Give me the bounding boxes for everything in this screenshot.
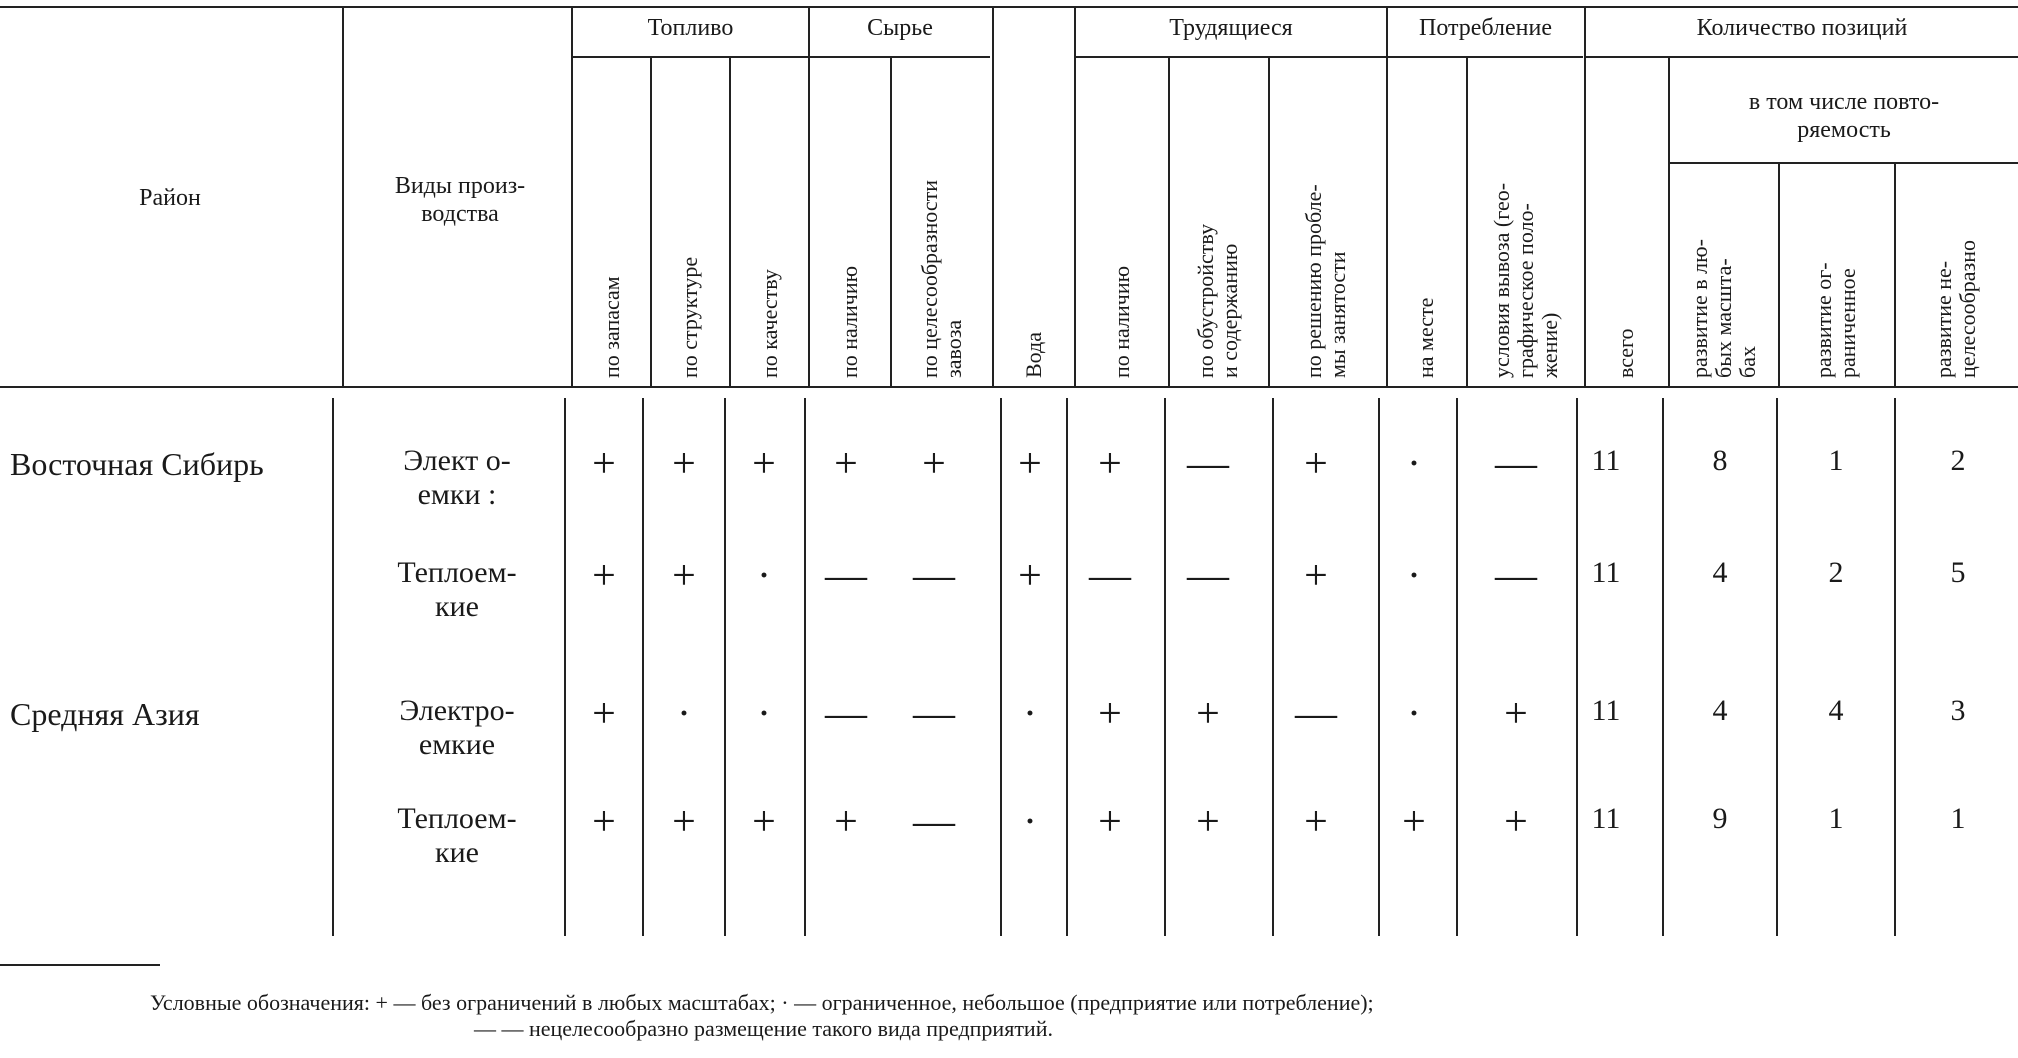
column-header-line: условия вывоза (гео-	[1489, 182, 1514, 378]
criterion-mark: —	[913, 691, 955, 737]
criterion-mark: ·	[677, 691, 691, 737]
group-rule-consumption	[1388, 56, 1583, 58]
column-header-line: жение)	[1537, 312, 1562, 378]
criterion-mark: —	[1187, 441, 1229, 487]
count-total: 11	[1591, 802, 1621, 835]
criterion-mark: +	[1504, 799, 1528, 845]
criterion-mark: +	[922, 441, 946, 487]
body-divider	[1378, 398, 1380, 936]
body-divider	[1164, 398, 1166, 936]
header-production-types	[360, 172, 560, 228]
column-header-line: по решению пробле-	[1301, 184, 1326, 378]
body-divider	[332, 398, 334, 936]
col-divider	[342, 6, 344, 386]
criterion-mark: ·	[1407, 691, 1421, 737]
criterion-mark: —	[1187, 553, 1229, 599]
column-header-line: завоза	[941, 319, 966, 378]
body-divider	[1066, 398, 1068, 936]
header-production-types-line: водства	[421, 201, 499, 227]
count-total: 11	[1591, 556, 1621, 589]
column-header	[1194, 104, 1242, 378]
column-header-line: бах	[1735, 346, 1760, 378]
criterion-mark: +	[1304, 799, 1328, 845]
col-divider	[890, 56, 892, 386]
column-header-line: по целесообразности	[917, 180, 942, 378]
group-rule-raw	[810, 56, 990, 58]
production-kind	[362, 556, 552, 624]
count-any-scale: 9	[1712, 802, 1728, 835]
criterion-mark: —	[825, 691, 867, 737]
header-bottom-rule	[0, 386, 2018, 388]
production-kind-line: Электро-	[399, 694, 515, 727]
col-divider	[1074, 6, 1076, 386]
group-positions: Количество позиций	[1696, 15, 1908, 41]
criterion-mark: ·	[1407, 441, 1421, 487]
column-header-line: раниченное	[1835, 268, 1860, 378]
column-header-line: по качеству	[757, 269, 782, 378]
group-incl-repeat-line: ряемость	[1797, 117, 1891, 143]
body-divider	[564, 398, 566, 936]
column-header-line: по наличию	[1109, 265, 1134, 378]
count-limited: 1	[1828, 444, 1844, 477]
column-header-line: графическое поло-	[1513, 203, 1538, 378]
criterion-mark: +	[672, 799, 696, 845]
group-rule-workers	[1076, 56, 1386, 58]
column-header-line: по наличию	[837, 265, 862, 378]
production-kind	[362, 694, 552, 762]
col-divider	[571, 6, 573, 386]
criterion-mark: ·	[1023, 691, 1037, 737]
col-divider	[1894, 162, 1896, 386]
criterion-mark: —	[913, 553, 955, 599]
criterion-mark: +	[1196, 799, 1220, 845]
criterion-mark: +	[752, 799, 776, 845]
col-divider	[1584, 6, 1586, 386]
count-limited: 4	[1828, 694, 1844, 727]
criterion-mark: —	[913, 799, 955, 845]
column-header-line: целесообразно	[1955, 239, 1980, 378]
column-header-line: бых масшта-	[1711, 258, 1736, 378]
column-header	[1688, 170, 1760, 378]
col-divider	[808, 6, 810, 386]
column-header	[1812, 170, 1860, 378]
group-incl-repeat	[1670, 88, 2018, 144]
footnote-rule	[0, 964, 160, 966]
criterion-mark: +	[1098, 691, 1122, 737]
criterion-mark: +	[1304, 441, 1328, 487]
group-rule-repeat	[1670, 162, 2018, 164]
table-top-rule	[0, 6, 2018, 8]
count-limited: 1	[1828, 802, 1844, 835]
count-inexpedient: 5	[1950, 556, 1966, 589]
col-divider	[650, 56, 652, 386]
count-inexpedient: 2	[1950, 444, 1966, 477]
column-header-line: всего	[1613, 328, 1638, 378]
col-divider	[1168, 56, 1170, 386]
column-header	[838, 104, 862, 378]
criterion-mark: —	[1089, 553, 1131, 599]
column-header-line: развитие ог-	[1811, 262, 1836, 378]
production-kind-line: емкие	[418, 728, 496, 761]
production-kind-line: Теплоем-	[397, 802, 517, 835]
criterion-mark: ·	[1023, 799, 1037, 845]
criterion-mark: +	[592, 799, 616, 845]
body-divider	[1894, 398, 1896, 936]
column-header-line: по запасам	[599, 276, 624, 378]
legend-line-2: — — нецелесообразно размещение такого вида предприятий.	[474, 1016, 1053, 1041]
column-header-line: развитие не-	[1931, 260, 1956, 378]
criterion-mark: +	[1504, 691, 1528, 737]
count-total: 11	[1591, 694, 1621, 727]
column-header	[1110, 104, 1134, 378]
column-header	[1022, 104, 1046, 378]
body-divider	[1662, 398, 1664, 936]
criterion-mark: +	[1098, 799, 1122, 845]
body-divider	[804, 398, 806, 936]
column-header	[1932, 170, 1980, 378]
criterion-mark: +	[592, 691, 616, 737]
criterion-mark: +	[834, 799, 858, 845]
criterion-mark: —	[1495, 441, 1537, 487]
criterion-mark: +	[592, 553, 616, 599]
criterion-mark: —	[1495, 553, 1537, 599]
criterion-mark: ·	[757, 553, 771, 599]
group-incl-repeat-line: в том числе повто-	[1748, 89, 1940, 115]
criterion-mark: —	[1295, 691, 1337, 737]
production-kind	[362, 802, 552, 870]
group-fuel: Топливо	[647, 15, 734, 41]
col-divider	[1268, 56, 1270, 386]
criterion-mark: +	[672, 553, 696, 599]
criterion-mark: +	[1018, 441, 1042, 487]
criterion-mark: +	[1098, 441, 1122, 487]
column-header	[1614, 104, 1638, 378]
column-header	[678, 104, 702, 378]
production-kind-line: кие	[435, 590, 479, 623]
column-header	[1302, 104, 1350, 378]
count-any-scale: 8	[1712, 444, 1728, 477]
count-any-scale: 4	[1712, 556, 1728, 589]
column-header-line: и содержанию	[1217, 243, 1242, 378]
count-any-scale: 4	[1712, 694, 1728, 727]
criterion-mark: ·	[1407, 553, 1421, 599]
criterion-mark: +	[1304, 553, 1328, 599]
col-divider	[992, 6, 994, 386]
legend-line-1: Условные обозначения: + — без ограничений в любых масштабах; · — ограниченное, небольшое (предприятие или потребление);	[150, 990, 1374, 1015]
column-header-line: на месте	[1413, 297, 1438, 378]
region-name: Средняя Азия	[10, 696, 200, 732]
column-header	[758, 104, 782, 378]
count-limited: 2	[1828, 556, 1844, 589]
group-workers: Трудящиеся	[1169, 15, 1293, 41]
column-header-line: развитие в лю-	[1687, 239, 1712, 378]
column-header-line: по обустройству	[1193, 223, 1218, 378]
production-kind-line: емки :	[417, 478, 497, 511]
group-raw: Сырье	[867, 15, 933, 41]
group-rule-fuel	[573, 56, 808, 58]
body-divider	[642, 398, 644, 936]
criterion-mark: +	[672, 441, 696, 487]
criterion-mark: +	[1018, 553, 1042, 599]
column-header-line: мы занятости	[1325, 251, 1350, 378]
header-district: Район	[139, 185, 201, 211]
column-header	[1414, 104, 1438, 378]
production-kind	[362, 444, 552, 512]
column-header	[600, 104, 624, 378]
criterion-mark: —	[825, 553, 867, 599]
col-divider	[729, 56, 731, 386]
col-divider	[1466, 56, 1468, 386]
group-rule-positions	[1586, 56, 2018, 58]
column-header-line: Вода	[1021, 332, 1046, 378]
criterion-mark: +	[752, 441, 776, 487]
column-header	[1490, 104, 1562, 378]
criterion-mark: ·	[757, 691, 771, 737]
count-inexpedient: 1	[1950, 802, 1966, 835]
criterion-mark: +	[592, 441, 616, 487]
body-divider	[1456, 398, 1458, 936]
criterion-mark: +	[834, 441, 858, 487]
production-kind-line: кие	[435, 836, 479, 869]
criterion-mark: +	[1402, 799, 1426, 845]
production-kind-line: Элект о-	[403, 444, 511, 477]
production-kind-line: Теплоем-	[397, 556, 517, 589]
column-header-line: по структуре	[677, 256, 702, 378]
group-consumption: Потребление	[1418, 15, 1553, 41]
count-total: 11	[1591, 444, 1621, 477]
criterion-mark: +	[1196, 691, 1220, 737]
body-divider	[1272, 398, 1274, 936]
body-divider	[724, 398, 726, 936]
header-production-types-line: Виды произ-	[394, 173, 526, 199]
body-divider	[1776, 398, 1778, 936]
region-name: Восточная Сибирь	[10, 446, 264, 482]
count-inexpedient: 3	[1950, 694, 1966, 727]
body-divider	[1576, 398, 1578, 936]
col-divider	[1386, 6, 1388, 386]
column-header	[918, 104, 966, 378]
col-divider	[1778, 162, 1780, 386]
